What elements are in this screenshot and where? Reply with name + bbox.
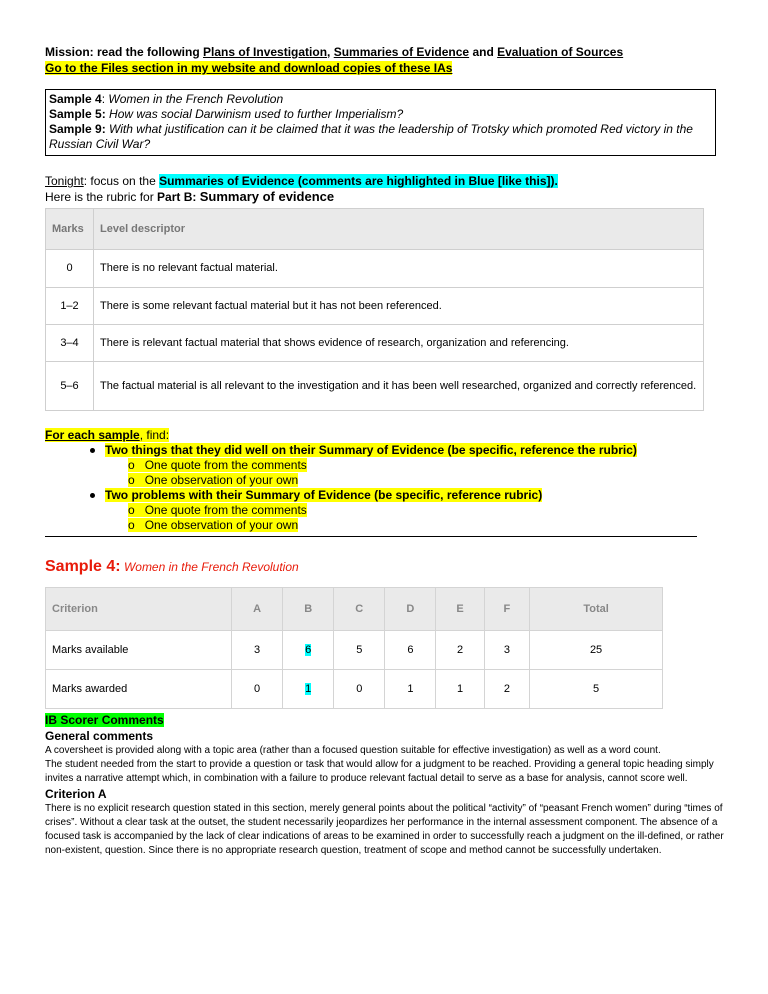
sample-4-label: Sample 4 <box>49 92 102 106</box>
table-row <box>46 362 704 411</box>
task-sub-text: One quote from the comments <box>144 458 307 472</box>
criteria-header: Criterion <box>46 588 232 631</box>
table-cell: 1 <box>385 670 436 709</box>
task-lead: For each sample <box>45 428 140 442</box>
mission-prefix: Mission: read the following <box>45 45 204 59</box>
rubric-header-descriptor: Level descriptor <box>94 209 704 250</box>
task-sub-text: One quote from the comments <box>144 503 307 517</box>
sub-bullet-icon: o <box>128 473 135 487</box>
table-cell: 2 <box>484 670 529 709</box>
tonight-text: : focus on the <box>83 174 160 188</box>
table-cell: 1 <box>436 670 484 709</box>
sub-bullet-icon: o <box>128 458 135 472</box>
task-bullet-1 <box>45 443 725 458</box>
evaluation-of-sources-text: Evaluation of Sources <box>497 45 624 59</box>
sample-9-label: Sample 9: <box>49 122 106 136</box>
task-block <box>45 428 725 533</box>
sample-9-line <box>49 122 712 152</box>
criteria-table <box>45 587 663 709</box>
general-paragraph-1: A coversheet is provided along with a topic area (rather than a focused question suitable for effective investigation) as well as a word count. <box>45 745 661 756</box>
table-cell: 1 <box>305 682 312 695</box>
rubric-header-marks: Marks <box>46 209 94 250</box>
sub-bullet-icon: o <box>128 503 135 517</box>
criteria-header: E <box>436 588 484 631</box>
rubric-marks: 0 <box>46 250 94 288</box>
sample-4-heading-title: Women in the French Revolution <box>123 560 299 574</box>
table-cell: 25 <box>530 631 663 670</box>
table-row <box>46 325 704 362</box>
sub-bullet-icon: o <box>128 518 135 532</box>
table-cell: 0 <box>334 670 385 709</box>
task-sub-item <box>45 473 725 488</box>
criteria-header: B <box>283 588 334 631</box>
sample-5-title: How was social Darwinism used to further Imperialism? <box>109 107 404 121</box>
scorer-comments <box>45 712 725 858</box>
sample-4-heading <box>45 559 725 575</box>
table-cell: 3 <box>484 631 529 670</box>
rubric-table <box>45 208 704 411</box>
task-bullet-2 <box>45 488 725 503</box>
task-sub-text: One observation of your own <box>144 473 299 487</box>
bullet-icon <box>90 493 95 498</box>
samples-box <box>45 89 716 156</box>
table-cell: 3 <box>232 631 283 670</box>
rubric-marks: 5–6 <box>46 362 94 411</box>
rubric-marks: 1–2 <box>46 288 94 325</box>
task-bullet-2-text: Two problems with their Summary of Evidence (be specific, reference rubric) <box>105 488 543 502</box>
rubric-prefix: Here is the rubric for <box>45 190 158 204</box>
table-cell: 5 <box>334 631 385 670</box>
table-row <box>46 250 704 288</box>
scorer-heading: IB Scorer Comments <box>45 713 164 727</box>
sample-9-title: With what justification can it be claimed that it was the leadership of Trotsky which promoted Red victory in the Russian Civil War? <box>49 122 693 151</box>
table-cell: 6 <box>305 643 312 656</box>
mission-block <box>45 44 725 76</box>
plans-of-investigation-text: Plans of Investigation <box>203 45 328 59</box>
table-row <box>46 288 704 325</box>
document-page <box>45 44 725 858</box>
rubric-desc: There is no relevant factual material. <box>94 250 704 288</box>
criterion-a-heading: Criterion A <box>45 787 107 801</box>
rubric-desc: There is some relevant factual material but it has not been referenced. <box>94 288 704 325</box>
table-cell: 5 <box>530 670 663 709</box>
task-lead-rest: , find: <box>139 428 170 442</box>
criterion-a-text: There is no explicit research question stated in this section, merely general points about the political “activity” of “peasant French women” during “times of crises”. Without a clear task at the outset, the student necessarily jeopardizes her performance in the internal assessment component. The absence of a focused task is accompanied by the lack of clear indications of areas to be examined in order to successfully reach a judgment on the ill-defined, or rather non-existent, question. Since there is no appropriate research question, treatment of scope and method cannot be successfully undertaken. <box>45 803 724 856</box>
task-sub-item <box>45 458 725 473</box>
table-row <box>46 670 663 709</box>
tonight-highlight: Summaries of Evidence (comments are highlighted in Blue [like this]). <box>159 174 558 188</box>
rubric-title: Summary of evidence <box>199 189 335 204</box>
general-paragraph-2: The student needed from the start to provide a question or task that would allow for a judgment to be reached. Providing a general topic heading simply invites a narrative attempt which, in combination with a failure to produce relevant factual detail to serve as a base for analysis, cannot score well. <box>45 759 714 784</box>
sample-5-line <box>49 107 712 122</box>
rubric-part: Part B: <box>157 190 200 204</box>
tonight-label: Tonight <box>45 174 84 188</box>
row-label: Marks available <box>46 631 232 670</box>
table-row <box>46 631 663 670</box>
summaries-of-evidence-text: Summaries of Evidence <box>333 45 470 59</box>
rubric-marks: 3–4 <box>46 325 94 362</box>
sample-5-label: Sample 5: <box>49 107 106 121</box>
criteria-header: F <box>484 588 529 631</box>
sample-4-title: Women in the French Revolution <box>108 92 284 106</box>
sample-4-sep: : <box>101 92 109 106</box>
rubric-desc: There is relevant factual material that shows evidence of research, organization and referencing. <box>94 325 704 362</box>
table-cell: 0 <box>232 670 283 709</box>
criteria-header: Total <box>530 588 663 631</box>
rubric-desc: The factual material is all relevant to the investigation and it has been well researched, organized and correctly referenced. <box>94 362 704 411</box>
bullet-icon <box>90 448 95 453</box>
general-comments-heading: General comments <box>45 729 154 743</box>
mission-sep-1: , <box>327 45 334 59</box>
mission-sep-2: and <box>469 45 498 59</box>
task-sub-item <box>45 503 725 518</box>
divider <box>45 536 697 537</box>
criteria-header: C <box>334 588 385 631</box>
sample-4-line <box>49 92 712 107</box>
task-sub-text: One observation of your own <box>144 518 299 532</box>
table-cell: 6 <box>385 631 436 670</box>
sample-4-heading-label: Sample 4: <box>45 558 121 575</box>
files-instruction: Go to the Files section in my website and download copies of these IAs <box>45 61 453 75</box>
row-label: Marks awarded <box>46 670 232 709</box>
table-cell: 2 <box>436 631 484 670</box>
mission-line <box>45 44 725 60</box>
task-sub-item <box>45 518 725 533</box>
tonight-block <box>45 174 725 205</box>
task-bullet-1-text: Two things that they did well on their Summary of Evidence (be specific, reference the rubric) <box>105 443 637 457</box>
criteria-header: A <box>232 588 283 631</box>
criteria-header: D <box>385 588 436 631</box>
